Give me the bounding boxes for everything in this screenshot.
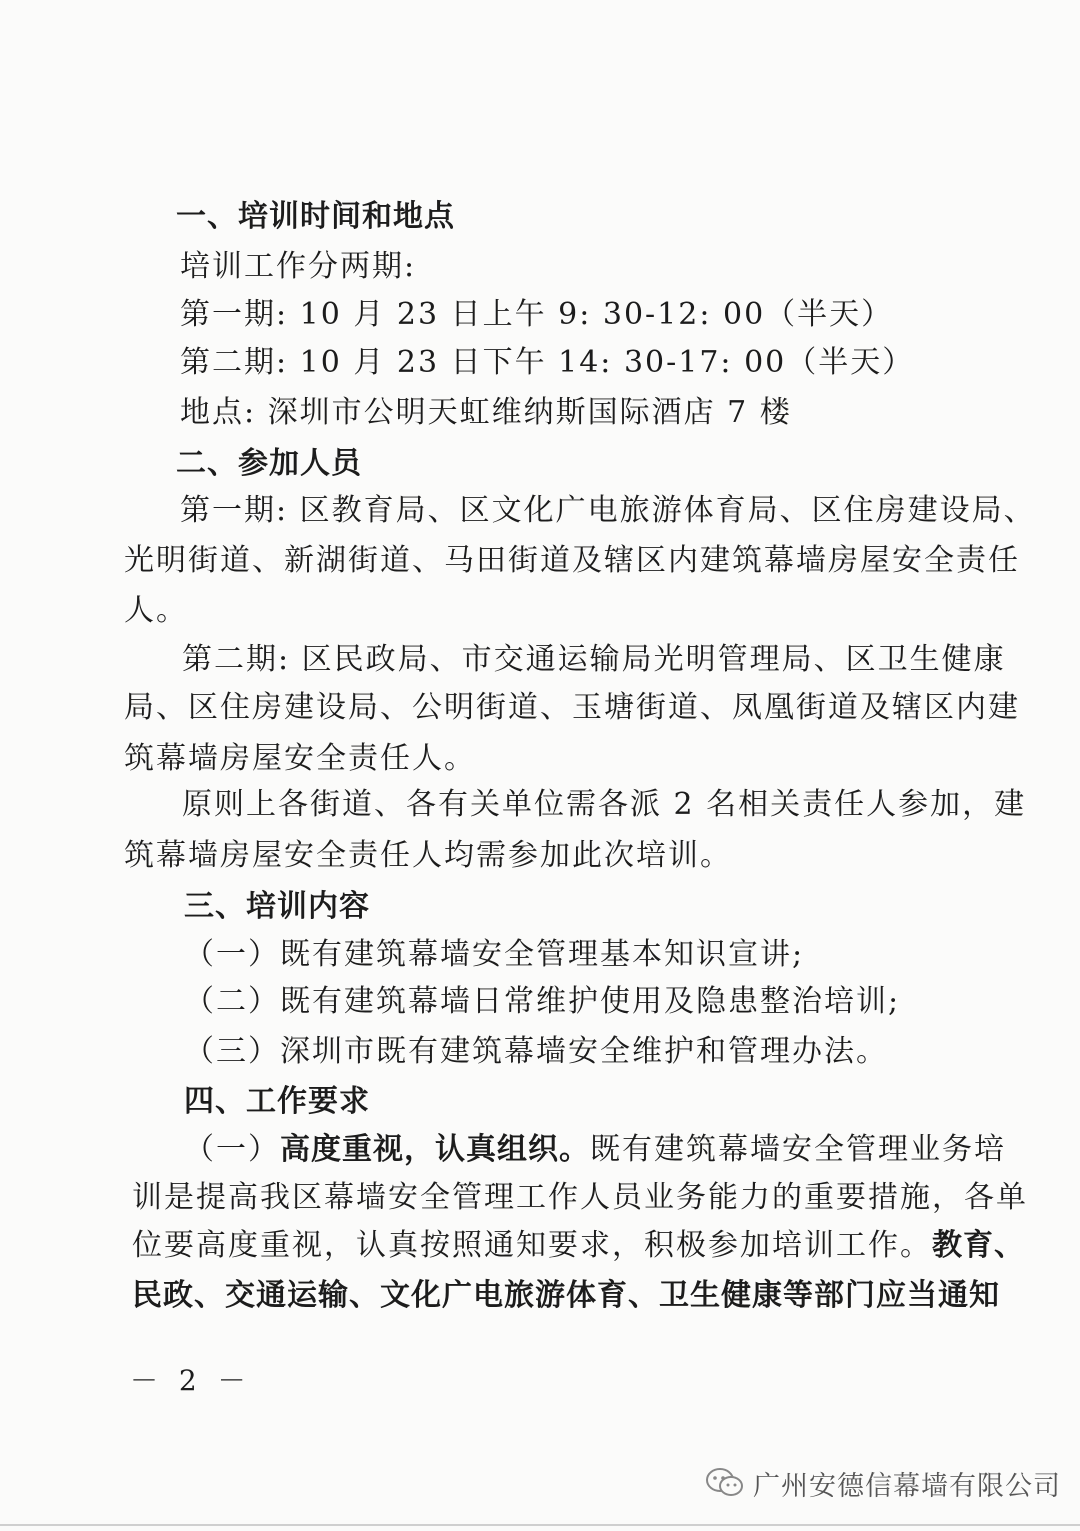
- section2-para3-line-1: 原则上各街道、各有关单位需各派 2 名相关责任人参加，建: [182, 787, 1027, 822]
- section4-item1-bold: 高度重视，认真组织。: [280, 1132, 590, 1167]
- section3-item-3: （三）深圳市既有建筑幕墙安全维护和管理办法。: [184, 1034, 888, 1069]
- page-number: － 2 －: [130, 1364, 252, 1397]
- section4-item1-rest: 既有建筑幕墙安全管理业务培: [590, 1132, 1006, 1167]
- section1-line-4: 地点: 深圳市公明天虹维纳斯国际酒店 7 楼: [180, 395, 792, 430]
- section3-heading: 三、培训内容: [184, 889, 370, 924]
- section1-line-2: 第一期: 10 月 23 日上午 9: 30-12: 00（半天）: [180, 297, 894, 332]
- section4-item1-prefix: （一）: [184, 1132, 280, 1167]
- section1-line-1: 培训工作分两期:: [180, 249, 417, 284]
- section1-heading: 一、培训时间和地点: [176, 199, 455, 234]
- section4-line3-normal: 位要高度重视，认真按照通知要求，积极参加培训工作。: [132, 1228, 932, 1263]
- section4-item1-line-1: [184, 1132, 1006, 1168]
- section3-item-1: （一）既有建筑幕墙安全管理基本知识宣讲;: [184, 937, 805, 972]
- section4-line-4: 民政、交通运输、文化广电旅游体育、卫生健康等部门应当通知: [132, 1278, 1000, 1313]
- watermark: [705, 1463, 1061, 1503]
- section4-line-2: 训是提高我区幕墙安全管理工作人员业务能力的重要措施，各单: [132, 1180, 1028, 1215]
- section4-line3-bold: 教育、: [932, 1228, 1025, 1263]
- section1-line-3: 第二期: 10 月 23 日下午 14: 30-17: 00（半天）: [180, 345, 915, 380]
- section2-para3-line-2: 筑幕墙房屋安全责任人均需参加此次培训。: [124, 838, 732, 873]
- watermark-text: 广州安德信幕墙有限公司: [753, 1470, 1061, 1502]
- section2-para1-line-1: 第一期: 区教育局、区文化广电旅游体育局、区住房建设局、: [180, 493, 1036, 528]
- section4-heading: 四、工作要求: [184, 1084, 370, 1119]
- section3-item-2: （二）既有建筑幕墙日常维护使用及隐患整治培训;: [184, 984, 901, 1019]
- section2-para2-line-2: 局、区住房建设局、公明街道、玉塘街道、凤凰街道及辖区内建: [124, 690, 1020, 725]
- bottom-rule: [0, 1524, 1080, 1526]
- wechat-icon: [705, 1466, 745, 1500]
- section2-para2-line-3: 筑幕墙房屋安全责任人。: [124, 741, 476, 776]
- section2-para1-line-3: 人。: [124, 593, 188, 628]
- section2-heading: 二、参加人员: [176, 446, 362, 481]
- section2-para2-line-1: 第二期: 区民政局、市交通运输局光明管理局、区卫生健康: [182, 642, 1006, 677]
- section4-line-3: [132, 1228, 1025, 1264]
- section2-para1-line-2: 光明街道、新湖街道、马田街道及辖区内建筑幕墙房屋安全责任: [124, 543, 1020, 578]
